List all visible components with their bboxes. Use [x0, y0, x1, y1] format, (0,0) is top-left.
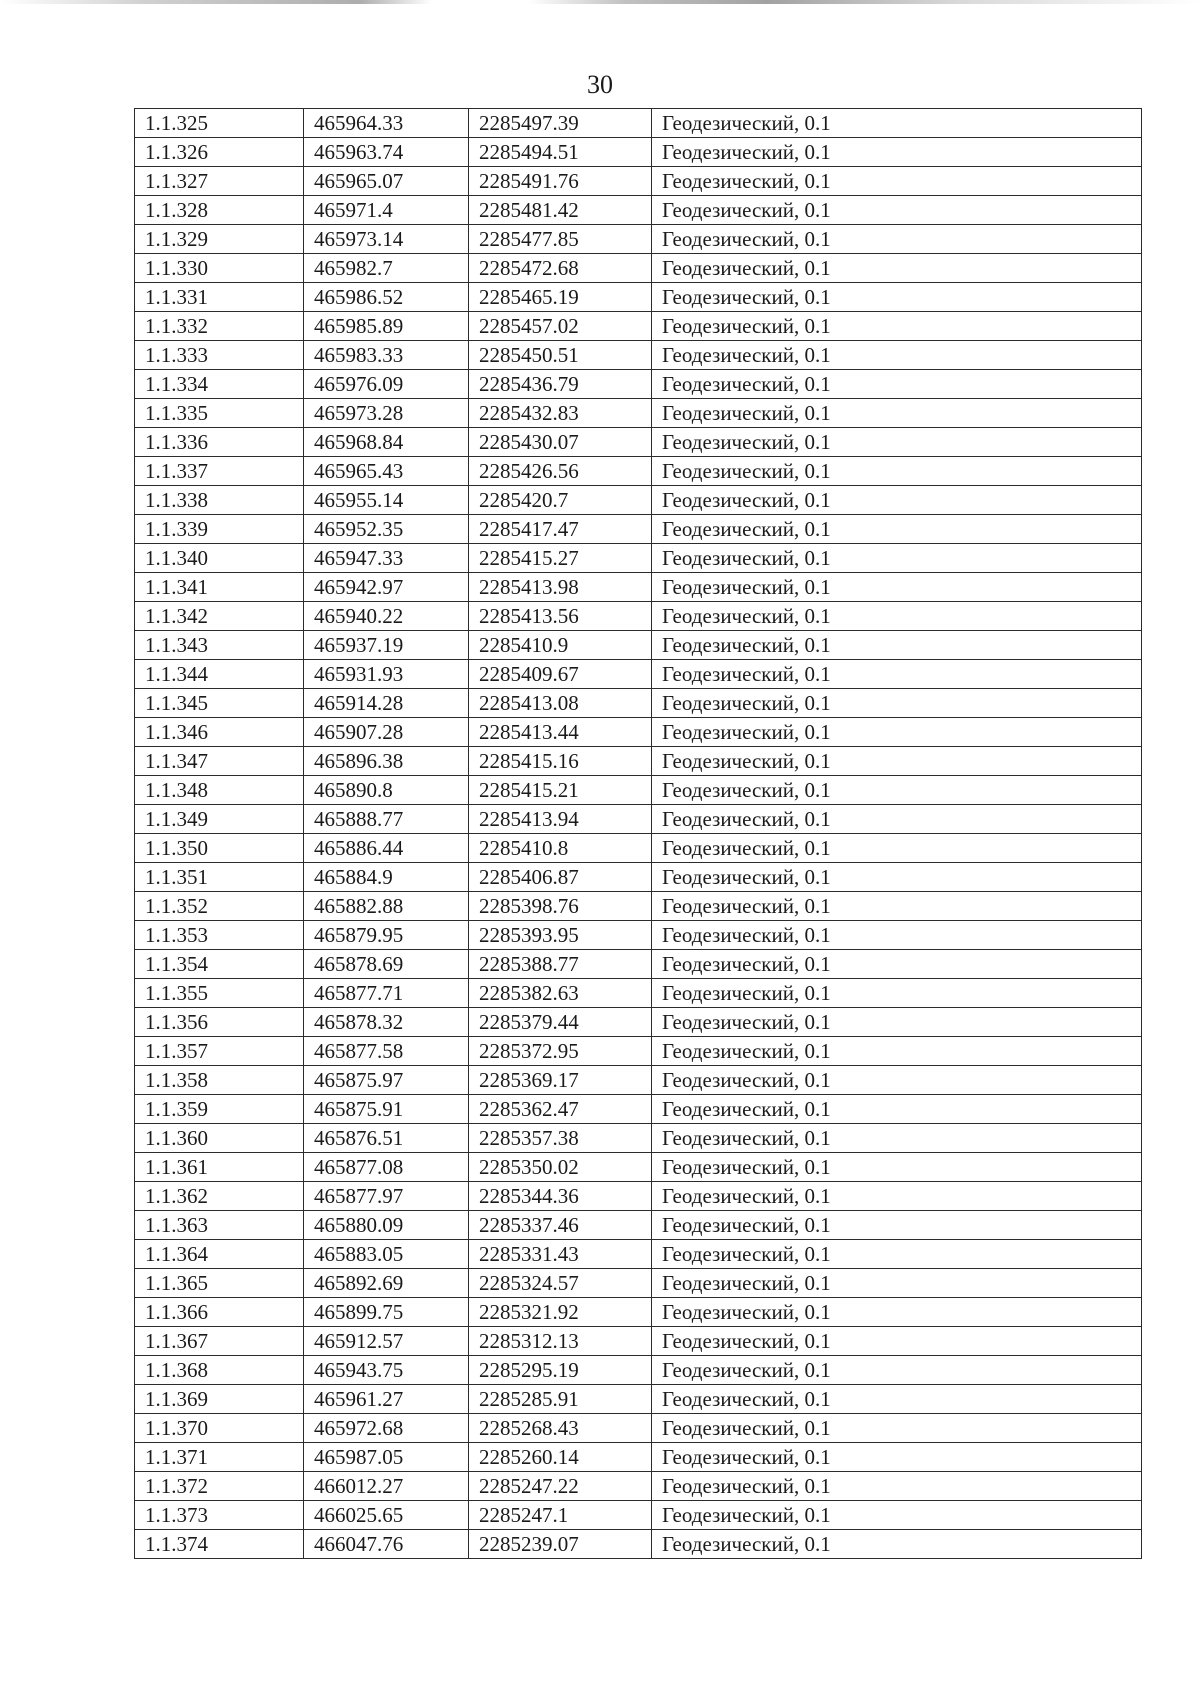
- x-coordinate-cell: 465884.9: [304, 863, 469, 892]
- point-id-cell: 1.1.346: [135, 718, 304, 747]
- x-coordinate-cell: 465914.28: [304, 689, 469, 718]
- point-id-cell: 1.1.339: [135, 515, 304, 544]
- point-id-cell: 1.1.336: [135, 428, 304, 457]
- method-accuracy-cell: Геодезический, 0.1: [652, 544, 1142, 573]
- x-coordinate-cell: 465882.88: [304, 892, 469, 921]
- point-id-cell: 1.1.353: [135, 921, 304, 950]
- method-accuracy-cell: Геодезический, 0.1: [652, 602, 1142, 631]
- point-id-cell: 1.1.374: [135, 1530, 304, 1559]
- point-id-cell: 1.1.354: [135, 950, 304, 979]
- x-coordinate-cell: 465987.05: [304, 1443, 469, 1472]
- method-accuracy-cell: Геодезический, 0.1: [652, 979, 1142, 1008]
- y-coordinate-cell: 2285239.07: [469, 1530, 652, 1559]
- point-id-cell: 1.1.337: [135, 457, 304, 486]
- method-accuracy-cell: Геодезический, 0.1: [652, 138, 1142, 167]
- x-coordinate-cell: 465952.35: [304, 515, 469, 544]
- y-coordinate-cell: 2285312.13: [469, 1327, 652, 1356]
- table-row: [135, 1443, 1142, 1472]
- table-row: [135, 1037, 1142, 1066]
- method-accuracy-cell: Геодезический, 0.1: [652, 1414, 1142, 1443]
- point-id-cell: 1.1.373: [135, 1501, 304, 1530]
- x-coordinate-cell: 465878.69: [304, 950, 469, 979]
- x-coordinate-cell: 465877.58: [304, 1037, 469, 1066]
- table-row: [135, 254, 1142, 283]
- y-coordinate-cell: 2285481.42: [469, 196, 652, 225]
- point-id-cell: 1.1.342: [135, 602, 304, 631]
- method-accuracy-cell: Геодезический, 0.1: [652, 863, 1142, 892]
- table-row: [135, 1066, 1142, 1095]
- x-coordinate-cell: 465886.44: [304, 834, 469, 863]
- y-coordinate-cell: 2285436.79: [469, 370, 652, 399]
- table-row: [135, 863, 1142, 892]
- table-row: [135, 1501, 1142, 1530]
- x-coordinate-cell: 465972.68: [304, 1414, 469, 1443]
- y-coordinate-cell: 2285379.44: [469, 1008, 652, 1037]
- point-id-cell: 1.1.325: [135, 109, 304, 138]
- y-coordinate-cell: 2285285.91: [469, 1385, 652, 1414]
- method-accuracy-cell: Геодезический, 0.1: [652, 399, 1142, 428]
- y-coordinate-cell: 2285417.47: [469, 515, 652, 544]
- table-row: [135, 660, 1142, 689]
- method-accuracy-cell: Геодезический, 0.1: [652, 573, 1142, 602]
- y-coordinate-cell: 2285357.38: [469, 1124, 652, 1153]
- table-row: [135, 1008, 1142, 1037]
- table-row: [135, 109, 1142, 138]
- method-accuracy-cell: Геодезический, 0.1: [652, 1182, 1142, 1211]
- table-row: [135, 776, 1142, 805]
- method-accuracy-cell: Геодезический, 0.1: [652, 805, 1142, 834]
- y-coordinate-cell: 2285331.43: [469, 1240, 652, 1269]
- method-accuracy-cell: Геодезический, 0.1: [652, 1472, 1142, 1501]
- point-id-cell: 1.1.330: [135, 254, 304, 283]
- y-coordinate-cell: 2285295.19: [469, 1356, 652, 1385]
- x-coordinate-cell: 465899.75: [304, 1298, 469, 1327]
- x-coordinate-cell: 465892.69: [304, 1269, 469, 1298]
- y-coordinate-cell: 2285457.02: [469, 312, 652, 341]
- table-row: [135, 196, 1142, 225]
- y-coordinate-cell: 2285350.02: [469, 1153, 652, 1182]
- table-row: [135, 1153, 1142, 1182]
- x-coordinate-cell: 465973.28: [304, 399, 469, 428]
- x-coordinate-cell: 465877.97: [304, 1182, 469, 1211]
- table-row: [135, 834, 1142, 863]
- x-coordinate-cell: 465877.08: [304, 1153, 469, 1182]
- method-accuracy-cell: Геодезический, 0.1: [652, 457, 1142, 486]
- method-accuracy-cell: Геодезический, 0.1: [652, 1095, 1142, 1124]
- method-accuracy-cell: Геодезический, 0.1: [652, 1153, 1142, 1182]
- x-coordinate-cell: 465875.97: [304, 1066, 469, 1095]
- point-id-cell: 1.1.334: [135, 370, 304, 399]
- y-coordinate-cell: 2285406.87: [469, 863, 652, 892]
- x-coordinate-cell: 465983.33: [304, 341, 469, 370]
- method-accuracy-cell: Геодезический, 0.1: [652, 428, 1142, 457]
- method-accuracy-cell: Геодезический, 0.1: [652, 834, 1142, 863]
- y-coordinate-cell: 2285477.85: [469, 225, 652, 254]
- method-accuracy-cell: Геодезический, 0.1: [652, 1037, 1142, 1066]
- table-row: [135, 1385, 1142, 1414]
- y-coordinate-cell: 2285410.9: [469, 631, 652, 660]
- x-coordinate-cell: 465955.14: [304, 486, 469, 515]
- method-accuracy-cell: Геодезический, 0.1: [652, 1124, 1142, 1153]
- point-id-cell: 1.1.367: [135, 1327, 304, 1356]
- y-coordinate-cell: 2285465.19: [469, 283, 652, 312]
- table-row: [135, 1327, 1142, 1356]
- method-accuracy-cell: Геодезический, 0.1: [652, 225, 1142, 254]
- table-row: [135, 399, 1142, 428]
- table-row: [135, 950, 1142, 979]
- point-id-cell: 1.1.345: [135, 689, 304, 718]
- method-accuracy-cell: Геодезический, 0.1: [652, 515, 1142, 544]
- point-id-cell: 1.1.338: [135, 486, 304, 515]
- x-coordinate-cell: 465961.27: [304, 1385, 469, 1414]
- method-accuracy-cell: Геодезический, 0.1: [652, 1385, 1142, 1414]
- x-coordinate-cell: 465965.43: [304, 457, 469, 486]
- method-accuracy-cell: Геодезический, 0.1: [652, 283, 1142, 312]
- point-id-cell: 1.1.335: [135, 399, 304, 428]
- method-accuracy-cell: Геодезический, 0.1: [652, 167, 1142, 196]
- method-accuracy-cell: Геодезический, 0.1: [652, 1443, 1142, 1472]
- x-coordinate-cell: 466012.27: [304, 1472, 469, 1501]
- point-id-cell: 1.1.369: [135, 1385, 304, 1414]
- table-row: [135, 1414, 1142, 1443]
- y-coordinate-cell: 2285393.95: [469, 921, 652, 950]
- table-row: [135, 921, 1142, 950]
- x-coordinate-cell: 465976.09: [304, 370, 469, 399]
- x-coordinate-cell: 465883.05: [304, 1240, 469, 1269]
- x-coordinate-cell: 466047.76: [304, 1530, 469, 1559]
- y-coordinate-cell: 2285432.83: [469, 399, 652, 428]
- point-id-cell: 1.1.358: [135, 1066, 304, 1095]
- method-accuracy-cell: Геодезический, 0.1: [652, 1066, 1142, 1095]
- y-coordinate-cell: 2285247.22: [469, 1472, 652, 1501]
- x-coordinate-cell: 465942.97: [304, 573, 469, 602]
- y-coordinate-cell: 2285369.17: [469, 1066, 652, 1095]
- table-row: [135, 1356, 1142, 1385]
- point-id-cell: 1.1.356: [135, 1008, 304, 1037]
- x-coordinate-cell: 465947.33: [304, 544, 469, 573]
- x-coordinate-cell: 465971.4: [304, 196, 469, 225]
- table-row: [135, 283, 1142, 312]
- point-id-cell: 1.1.352: [135, 892, 304, 921]
- point-id-cell: 1.1.333: [135, 341, 304, 370]
- x-coordinate-cell: 465963.74: [304, 138, 469, 167]
- table-row: [135, 1182, 1142, 1211]
- y-coordinate-cell: 2285413.08: [469, 689, 652, 718]
- table-row: [135, 138, 1142, 167]
- x-coordinate-cell: 465877.71: [304, 979, 469, 1008]
- method-accuracy-cell: Геодезический, 0.1: [652, 631, 1142, 660]
- method-accuracy-cell: Геодезический, 0.1: [652, 1530, 1142, 1559]
- y-coordinate-cell: 2285472.68: [469, 254, 652, 283]
- point-id-cell: 1.1.327: [135, 167, 304, 196]
- x-coordinate-cell: 465973.14: [304, 225, 469, 254]
- table-row: [135, 1472, 1142, 1501]
- y-coordinate-cell: 2285409.67: [469, 660, 652, 689]
- table-row: [135, 1530, 1142, 1559]
- table-row: [135, 225, 1142, 254]
- y-coordinate-cell: 2285324.57: [469, 1269, 652, 1298]
- method-accuracy-cell: Геодезический, 0.1: [652, 718, 1142, 747]
- method-accuracy-cell: Геодезический, 0.1: [652, 1008, 1142, 1037]
- point-id-cell: 1.1.371: [135, 1443, 304, 1472]
- table-row: [135, 312, 1142, 341]
- table-row: [135, 1240, 1142, 1269]
- y-coordinate-cell: 2285494.51: [469, 138, 652, 167]
- y-coordinate-cell: 2285321.92: [469, 1298, 652, 1327]
- method-accuracy-cell: Геодезический, 0.1: [652, 689, 1142, 718]
- y-coordinate-cell: 2285398.76: [469, 892, 652, 921]
- point-id-cell: 1.1.370: [135, 1414, 304, 1443]
- y-coordinate-cell: 2285344.36: [469, 1182, 652, 1211]
- x-coordinate-cell: 465876.51: [304, 1124, 469, 1153]
- table-row: [135, 805, 1142, 834]
- table-row: [135, 718, 1142, 747]
- y-coordinate-cell: 2285337.46: [469, 1211, 652, 1240]
- table-row: [135, 892, 1142, 921]
- point-id-cell: 1.1.341: [135, 573, 304, 602]
- x-coordinate-cell: 465878.32: [304, 1008, 469, 1037]
- table-row: [135, 370, 1142, 399]
- x-coordinate-cell: 465931.93: [304, 660, 469, 689]
- point-id-cell: 1.1.328: [135, 196, 304, 225]
- point-id-cell: 1.1.357: [135, 1037, 304, 1066]
- point-id-cell: 1.1.343: [135, 631, 304, 660]
- point-id-cell: 1.1.365: [135, 1269, 304, 1298]
- page-number: 30: [587, 70, 613, 99]
- point-id-cell: 1.1.329: [135, 225, 304, 254]
- method-accuracy-cell: Геодезический, 0.1: [652, 486, 1142, 515]
- y-coordinate-cell: 2285413.44: [469, 718, 652, 747]
- point-id-cell: 1.1.361: [135, 1153, 304, 1182]
- point-id-cell: 1.1.340: [135, 544, 304, 573]
- method-accuracy-cell: Геодезический, 0.1: [652, 1211, 1142, 1240]
- table-row: [135, 602, 1142, 631]
- method-accuracy-cell: Геодезический, 0.1: [652, 660, 1142, 689]
- method-accuracy-cell: Геодезический, 0.1: [652, 1501, 1142, 1530]
- x-coordinate-cell: 465985.89: [304, 312, 469, 341]
- table-row: [135, 1298, 1142, 1327]
- y-coordinate-cell: 2285413.98: [469, 573, 652, 602]
- y-coordinate-cell: 2285413.56: [469, 602, 652, 631]
- table-row: [135, 979, 1142, 1008]
- y-coordinate-cell: 2285415.21: [469, 776, 652, 805]
- y-coordinate-cell: 2285491.76: [469, 167, 652, 196]
- method-accuracy-cell: Геодезический, 0.1: [652, 312, 1142, 341]
- y-coordinate-cell: 2285413.94: [469, 805, 652, 834]
- table-row: [135, 1095, 1142, 1124]
- y-coordinate-cell: 2285260.14: [469, 1443, 652, 1472]
- method-accuracy-cell: Геодезический, 0.1: [652, 747, 1142, 776]
- table-row: [135, 631, 1142, 660]
- coordinates-table: [134, 108, 1142, 1559]
- table-row: [135, 1269, 1142, 1298]
- x-coordinate-cell: 465986.52: [304, 283, 469, 312]
- method-accuracy-cell: Геодезический, 0.1: [652, 1327, 1142, 1356]
- y-coordinate-cell: 2285372.95: [469, 1037, 652, 1066]
- y-coordinate-cell: 2285268.43: [469, 1414, 652, 1443]
- method-accuracy-cell: Геодезический, 0.1: [652, 892, 1142, 921]
- point-id-cell: 1.1.355: [135, 979, 304, 1008]
- x-coordinate-cell: 465964.33: [304, 109, 469, 138]
- method-accuracy-cell: Геодезический, 0.1: [652, 921, 1142, 950]
- y-coordinate-cell: 2285362.47: [469, 1095, 652, 1124]
- method-accuracy-cell: Геодезический, 0.1: [652, 370, 1142, 399]
- y-coordinate-cell: 2285388.77: [469, 950, 652, 979]
- x-coordinate-cell: 465912.57: [304, 1327, 469, 1356]
- table-row: [135, 515, 1142, 544]
- x-coordinate-cell: 465940.22: [304, 602, 469, 631]
- point-id-cell: 1.1.364: [135, 1240, 304, 1269]
- x-coordinate-cell: 465968.84: [304, 428, 469, 457]
- coordinates-table-body: [135, 109, 1142, 1559]
- table-row: [135, 573, 1142, 602]
- point-id-cell: 1.1.348: [135, 776, 304, 805]
- method-accuracy-cell: Геодезический, 0.1: [652, 1298, 1142, 1327]
- table-row: [135, 747, 1142, 776]
- point-id-cell: 1.1.372: [135, 1472, 304, 1501]
- point-id-cell: 1.1.331: [135, 283, 304, 312]
- method-accuracy-cell: Геодезический, 0.1: [652, 776, 1142, 805]
- point-id-cell: 1.1.366: [135, 1298, 304, 1327]
- point-id-cell: 1.1.344: [135, 660, 304, 689]
- point-id-cell: 1.1.349: [135, 805, 304, 834]
- table-row: [135, 689, 1142, 718]
- point-id-cell: 1.1.351: [135, 863, 304, 892]
- method-accuracy-cell: Геодезический, 0.1: [652, 1269, 1142, 1298]
- x-coordinate-cell: 465880.09: [304, 1211, 469, 1240]
- y-coordinate-cell: 2285430.07: [469, 428, 652, 457]
- x-coordinate-cell: 465982.7: [304, 254, 469, 283]
- table-row: [135, 341, 1142, 370]
- x-coordinate-cell: 465907.28: [304, 718, 469, 747]
- y-coordinate-cell: 2285410.8: [469, 834, 652, 863]
- method-accuracy-cell: Геодезический, 0.1: [652, 196, 1142, 225]
- scan-edge: [0, 0, 1200, 4]
- point-id-cell: 1.1.368: [135, 1356, 304, 1385]
- table-row: [135, 428, 1142, 457]
- point-id-cell: 1.1.332: [135, 312, 304, 341]
- y-coordinate-cell: 2285415.27: [469, 544, 652, 573]
- y-coordinate-cell: 2285415.16: [469, 747, 652, 776]
- y-coordinate-cell: 2285247.1: [469, 1501, 652, 1530]
- x-coordinate-cell: 465875.91: [304, 1095, 469, 1124]
- y-coordinate-cell: 2285497.39: [469, 109, 652, 138]
- x-coordinate-cell: 466025.65: [304, 1501, 469, 1530]
- point-id-cell: 1.1.360: [135, 1124, 304, 1153]
- point-id-cell: 1.1.326: [135, 138, 304, 167]
- table-row: [135, 486, 1142, 515]
- method-accuracy-cell: Геодезический, 0.1: [652, 109, 1142, 138]
- method-accuracy-cell: Геодезический, 0.1: [652, 950, 1142, 979]
- x-coordinate-cell: 465879.95: [304, 921, 469, 950]
- table-row: [135, 457, 1142, 486]
- table-row: [135, 544, 1142, 573]
- method-accuracy-cell: Геодезический, 0.1: [652, 341, 1142, 370]
- x-coordinate-cell: 465888.77: [304, 805, 469, 834]
- x-coordinate-cell: 465943.75: [304, 1356, 469, 1385]
- method-accuracy-cell: Геодезический, 0.1: [652, 1240, 1142, 1269]
- y-coordinate-cell: 2285450.51: [469, 341, 652, 370]
- table-row: [135, 1211, 1142, 1240]
- x-coordinate-cell: 465896.38: [304, 747, 469, 776]
- point-id-cell: 1.1.363: [135, 1211, 304, 1240]
- x-coordinate-cell: 465937.19: [304, 631, 469, 660]
- y-coordinate-cell: 2285382.63: [469, 979, 652, 1008]
- x-coordinate-cell: 465890.8: [304, 776, 469, 805]
- x-coordinate-cell: 465965.07: [304, 167, 469, 196]
- table-row: [135, 1124, 1142, 1153]
- point-id-cell: 1.1.350: [135, 834, 304, 863]
- table-row: [135, 167, 1142, 196]
- y-coordinate-cell: 2285420.7: [469, 486, 652, 515]
- method-accuracy-cell: Геодезический, 0.1: [652, 254, 1142, 283]
- method-accuracy-cell: Геодезический, 0.1: [652, 1356, 1142, 1385]
- point-id-cell: 1.1.347: [135, 747, 304, 776]
- y-coordinate-cell: 2285426.56: [469, 457, 652, 486]
- point-id-cell: 1.1.362: [135, 1182, 304, 1211]
- point-id-cell: 1.1.359: [135, 1095, 304, 1124]
